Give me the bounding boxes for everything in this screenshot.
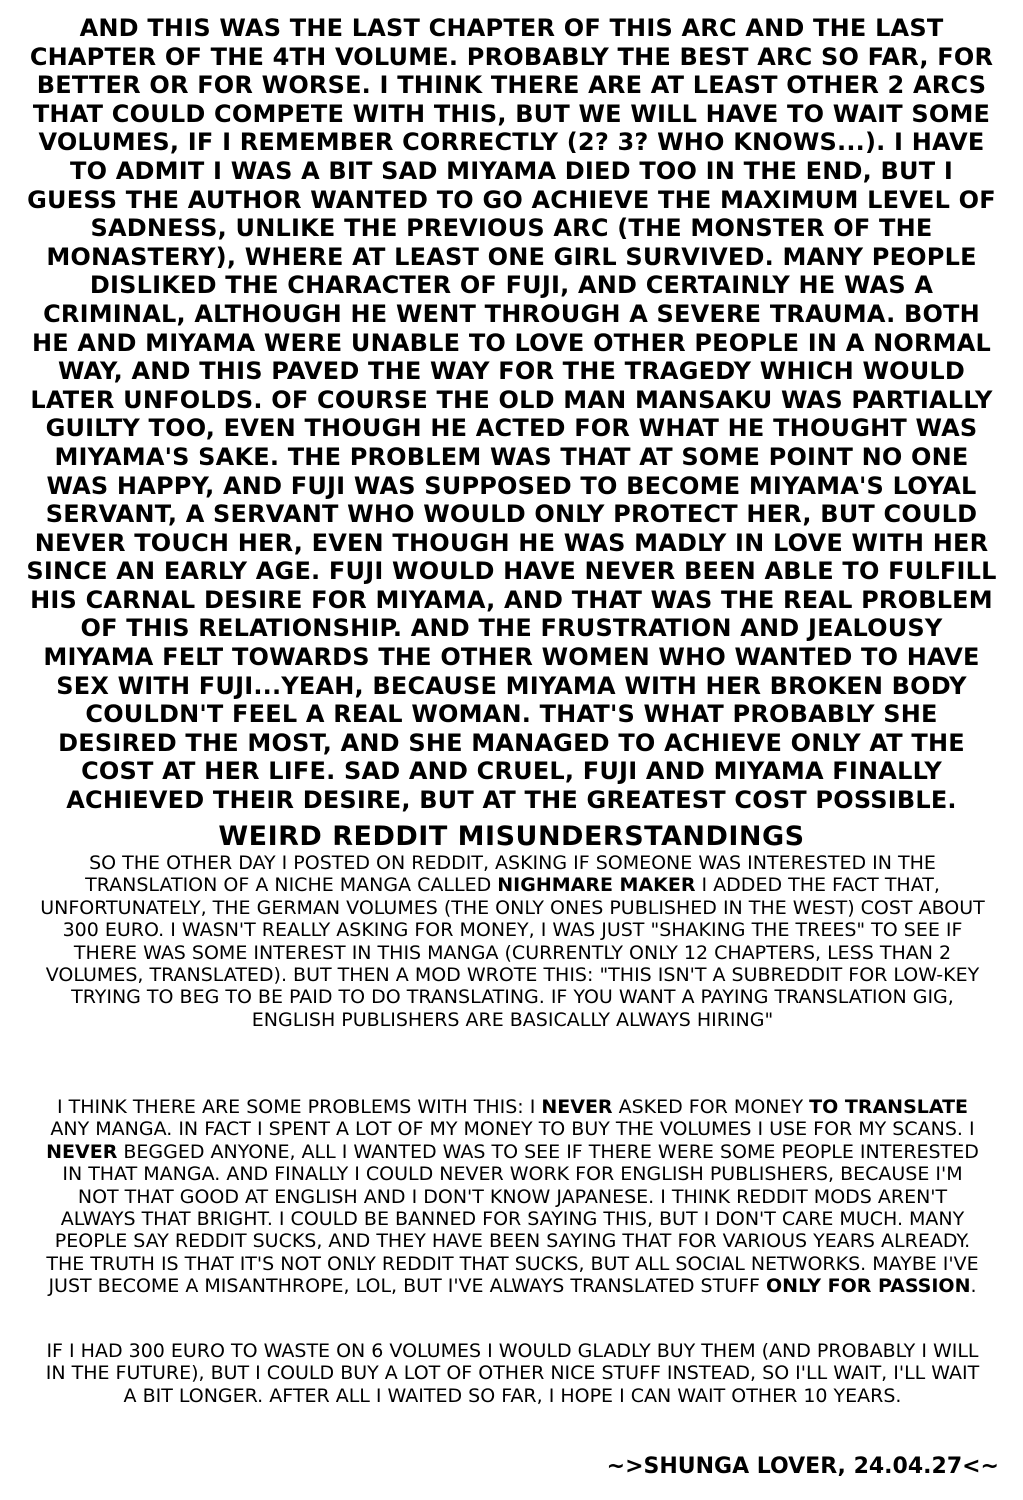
closing-paragraph: IF I HAD 300 EURO TO WASTE ON 6 VOLUMES I WOULD GLADLY BUY THEM (AND PROBABLY I WILL IN THE FUTURE), BUT I COULD BUY A LOT OF OTHER NICE STUFF INSTEAD, SO I'LL WAIT, I'LL WAIT A BIT LONGER. AFTER ALL I WAITED SO FAR, I HOPE I CAN WAIT OTHER 10 YEARS. (45, 1340, 980, 1407)
paragraph-text: BEGGED ANYONE, ALL I WANTED WAS TO SEE IF THERE WERE SOME PEOPLE INTERESTED IN THAT MANGA. AND FINALLY I COULD NEVER WORK FOR ENGLISH PUBLISHERS, BECAUSE I'M NOT THAT GOOD AT ENGLISH AND I DON'T KNOW JAPANESE. I THINK REDDIT MODS AREN'T ALWAYS THAT BRIGHT. I COULD BE BANNED FOR SAYING THIS, BUT I DON'T CARE MUCH. MANY PEOPLE SAY REDDIT SUCKS, AND THEY HAVE BEEN SAYING THAT FOR VARIOUS YEARS ALREADY. THE TRUTH IS THAT IT'S NOT ONLY REDDIT THAT SUCKS, BUT ALL SOCIAL NETWORKS. MAYBE I'VE JUST BECOME A MISANTHROPE, LOL, BUT I'VE ALWAYS TRANSLATED STUFF (46, 1140, 979, 1298)
paragraph-text: I THINK THERE ARE SOME PROBLEMS WITH THIS: I (56, 1096, 542, 1118)
emphasis-text: ONLY FOR PASSION (766, 1275, 971, 1298)
paragraph-text: I ADDED THE FACT THAT, UNFORTUNATELY, THE GERMAN VOLUMES (THE ONLY ONES PUBLISHED IN THE WEST) COST ABOUT 300 EURO. I WASN'T REALLY ASKING FOR MONEY, I WAS JUST "SHAKING THE TREES" TO SEE IF THERE WAS SOME INTEREST IN THIS MANGA (CURRENTLY ONLY 12 CHAPTERS, LESS THAN 2 VOLUMES, TRANSLATED). BUT THEN A MOD WROTE THIS: "THIS ISN'T A SUBREDDIT FOR LOW-KEY TRYING TO BEG TO BE PAID TO DO TRANSLATING. IF YOU WANT A PAYING TRANSLATION GIG, ENGLISH PUBLISHERS ARE BASICALLY ALWAYS HIRING" (40, 874, 985, 1031)
signature: ~>SHUNGA LOVER, 24.04.27<~ (606, 1454, 999, 1479)
section-heading: WEIRD REDDIT MISUNDERSTANDINGS (218, 821, 805, 852)
paragraph-text: ASKED FOR MONEY (612, 1096, 810, 1118)
emphasis-text: NEVER (46, 1140, 118, 1163)
problems-paragraph (40, 1096, 985, 1298)
paragraph-text: . (970, 1275, 977, 1298)
paragraph-text: ANY MANGA. IN FACT I SPENT A LOT OF MY MONEY TO BUY THE VOLUMES I USE FOR MY SCANS. I (50, 1118, 975, 1141)
emphasis-text: TO TRANSLATE (809, 1096, 969, 1118)
chapter-afterword-text: AND THIS WAS THE LAST CHAPTER OF THIS ARC AND THE LAST CHAPTER OF THE 4TH VOLUME. PROBABLY THE BEST ARC SO FAR, FOR BETTER OR FOR WORSE. I THINK THERE ARE AT LEAST OTHER 2 ARCS THAT COULD COMPETE WITH THIS, BUT WE WILL HAVE TO WAIT SOME VOLUMES, IF I REMEMBER CORRECTLY (2? 3? WHO KNOWS...). I HAVE TO ADMIT I WAS A BIT SAD MIYAMA DIED TOO IN THE END, BUT I GUESS THE AUTHOR WANTED TO GO ACHIEVE THE MAXIMUM LEVEL OF SADNESS, UNLIKE THE PREVIOUS ARC (THE MONSTER OF THE MONASTERY), WHERE AT LEAST ONE GIRL SURVIVED. MANY PEOPLE DISLIKED THE CHARACTER OF FUJI, AND CERTAINLY HE WAS A CRIMINAL, ALTHOUGH HE WENT THROUGH A SEVERE TRAUMA. BOTH HE AND MIYAMA WERE UNABLE TO LOVE OTHER PEOPLE IN A NORMAL WAY, AND THIS PAVED THE WAY FOR THE TRAGEDY WHICH WOULD LATER UNFOLDS. OF COURSE THE OLD MAN MANSAKU WAS PARTIALLY GUILTY TOO, EVEN THOUGH HE ACTED FOR WHAT HE THOUGHT WAS MIYAMA'S SAKE. THE PROBLEM WAS THAT AT SOME POINT NO ONE WAS HAPPY, AND FUJI WAS SUPPOSED TO BECOME MIYAMA'S LOYAL SERVANT, A SERVANT WHO WOULD ONLY PROTECT HER, BUT COULD NEVER TOUCH HER, EVEN THOUGH HE WAS MADLY IN LOVE WITH HER SINCE AN EARLY AGE. FUJI WOULD HAVE NEVER BEEN ABLE TO FULFILL HIS CARNAL DESIRE FOR MIYAMA, AND THAT WAS THE REAL PROBLEM OF THIS RELATIONSHIP. AND THE FRUSTRATION AND JEALOUSY MIYAMA FELT TOWARDS THE OTHER WOMEN WHO WANTED TO HAVE SEX WITH FUJI...YEAH, BECAUSE MIYAMA WITH HER BROKEN BODY COULDN'T FEEL A REAL WOMAN. THAT'S WHAT PROBABLY SHE DESIRED THE MOST, AND SHE MANAGED TO ACHIEVE ONLY AT THE COST AT HER LIFE. SAD AND CRUEL, FUJI AND MIYAMA FINALLY ACHIEVED THEIR DESIRE, BUT AT THE GREATEST COST POSSIBLE. (26, 14, 997, 815)
paragraph-text: SO THE OTHER DAY I POSTED ON REDDIT, ASKING IF SOMEONE WAS INTERESTED IN THE TRANSLATION OF A NICHE MANGA CALLED (85, 852, 936, 897)
emphasis-text: NIGHMARE MAKER (497, 874, 696, 897)
emphasis-text: NEVER (541, 1096, 613, 1118)
reddit-story-paragraph (40, 852, 985, 1031)
